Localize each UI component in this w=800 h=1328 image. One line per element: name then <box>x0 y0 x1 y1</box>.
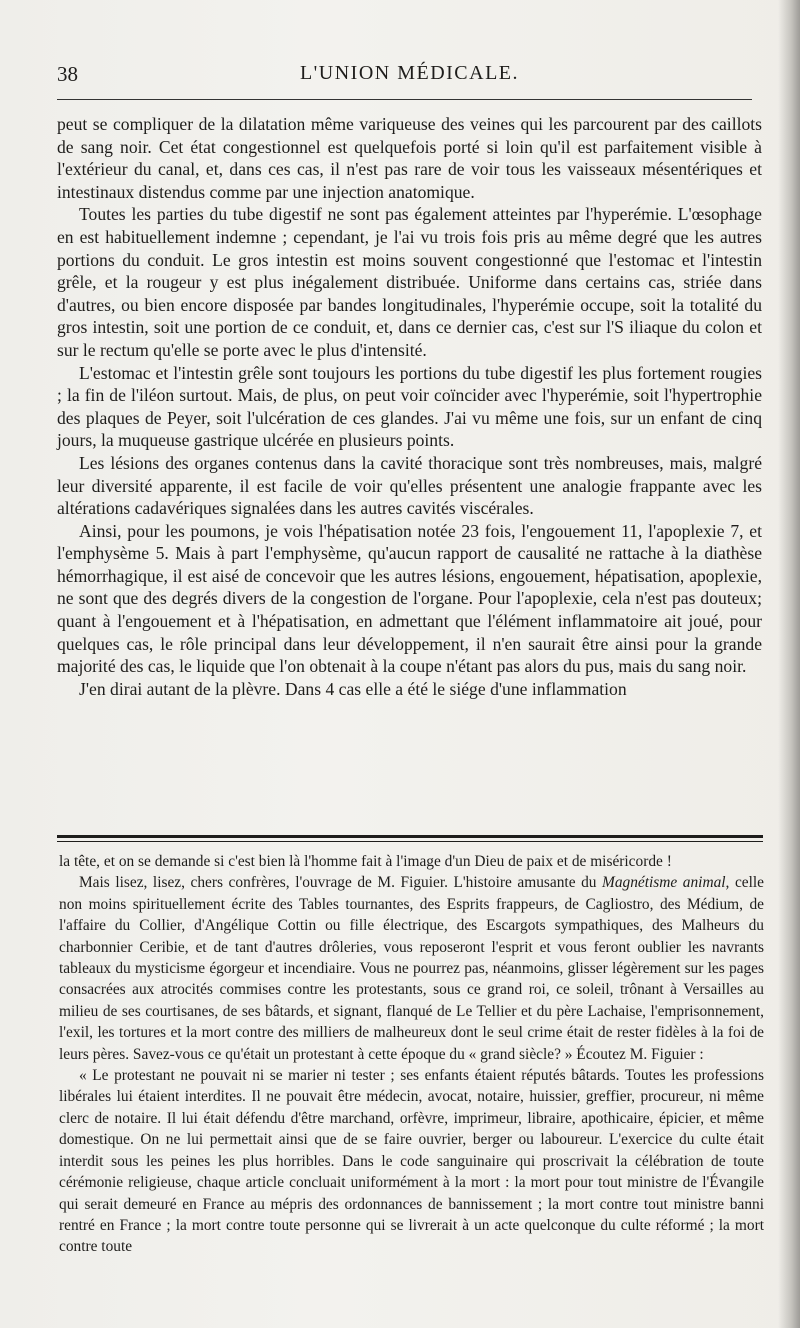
paragraph: L'estomac et l'intestin grêle sont toujours les portions du tube digestif les plus fortement rougies ; la fin de l'iléon surtout. Mais, de plus, on peut voir coïncider avec l'hyperémie, soit l'hypertrophie des plaques de Peyer, soit l'ulcération de ces glandes. J'ai vu même une fois, sur un enfant de cinq jours, la muqueuse gastrique ulcérée en plusieurs points. <box>57 362 762 451</box>
feuilleton-paragraph: la tête, et on se demande si c'est bien là l'homme fait à l'image d'un Dieu de paix et de miséricorde ! <box>59 853 672 870</box>
page-number: 38 <box>57 62 78 86</box>
paragraph: Toutes les parties du tube digestif ne sont pas également atteintes par l'hyperémie. L'œsophage en est habituellement indemne ; cependant, je l'ai vu trois fois pris au même degré que les autres portions du conduit. Le gros intestin est moins souvent congestionné que l'estomac et l'intestin grêle, et la rougeur y est plus inégalement distribuée. Uniforme dans certains cas, striée dans d'autres, ou bien encore disposée par bandes longitudinales, l'hyperémie occupe, soit la totalité du gros intestin, soit une portion de ce conduit, et, dans ce dernier cas, c'est sur l'S iliaque du colon et sur le rectum qu'elle se porte avec le plus d'intensité. <box>57 204 762 360</box>
running-title: L'UNION MÉDICALE. <box>299 62 520 84</box>
paragraph: peut se compliquer de la dilatation même variqueuse des veines qui les parcourent par des caillots de sang noir. Cet état congestionnel est quelquefois porté si loin qu'il est parfaitement visible à l'extérieur du canal, et, dans ces cas, il n'est pas rare de voir tous les vaisseaux mésentériques et intestinaux distendus comme par une injection anatomique. <box>57 114 762 202</box>
feuilleton-text: celle non moins spirituellement écrite des Tables tournantes, des Esprits frappeurs, de Cagliostro, des Médium, de l'affaire du Collier, d'Angélique Cottin ou fille électrique, des Escargots sympathiques, des Malheurs du charbonnier Ceribie, et de tant d'autres drôleries, vous reposeront l'esprit et vous feront oublier les navrants tableaux du mysticisme égorgeur et incendiaire. Vous ne pourrez pas, néanmoins, glisser légèrement sur les pages consacrées aux atrocités commises contre les protestants, sous ce grand roi, ce soleil, trônant à Versailles au milieu de ses courtisanes, de ses bâtards, et signant, flanqué de Le Tellier et du père Lachaise, l'emprisonnement, l'exil, les tortures et la mort contre des milliers de malheureux dont le seul crime était de rester fidèles à la foi de leurs pères. Savez-vous ce qu'était un protestant à cette époque du « grand siècle? » Écoutez M. Figuier : <box>59 874 764 1063</box>
feuilleton-italic-title: Magnétisme animal, <box>602 874 730 892</box>
feuilleton-section <box>59 851 764 1258</box>
page-header <box>57 62 762 92</box>
main-article <box>57 113 762 700</box>
paragraph: J'en dirai autant de la plèvre. Dans 4 cas elle a été le siége d'une inflammation <box>79 678 627 699</box>
paragraph: Ainsi, pour les poumons, je vois l'hépatisation notée 23 fois, l'engouement 11, l'apoplexie 7, et l'emphysème 5. Mais à part l'emphysème, qu'aucun rapport de causalité ne rattache à la diathèse hémorrhagique, il est aisé de concevoir que les autres lésions, engouement, hépatisation, apoplexie, ne sont que des degrés divers de la congestion de l'organe. Pour l'apoplexie, cela n'est pas douteux; quant à l'engouement et à l'hépatisation, en admettant que l'élément inflammatoire ait joué, pour quelques cas, le rôle principal dans leur développement, il n'en saurait être ainsi pour la grande majorité des cas, le liquide que l'on obtenait à la coupe n'étant pas alors du pus, mais du sang noir. <box>57 520 762 677</box>
feuilleton-paragraph <box>59 872 764 1065</box>
feuilleton-text: Mais lisez, lisez, chers confrères, l'ouvrage de M. Figuier. L'histoire amusante du <box>79 874 603 892</box>
page-edge-shadow <box>778 0 800 1328</box>
paragraph: Les lésions des organes contenus dans la cavité thoracique sont très nombreuses, mais, malgré leur diversité apparente, il est facile de voir qu'elles présentent une analogie frappante avec les altérations cadavériques signalées dans les autres cavités viscérales. <box>57 452 762 519</box>
feuilleton-separator <box>57 835 763 838</box>
feuilleton-separator-thin <box>57 841 763 842</box>
header-rule <box>57 99 752 100</box>
feuilleton-quote: « Le protestant ne pouvait ni se marier ni tester ; ses enfants étaient réputés bâtards. Toutes les professions libérales lui étaient interdites. Il ne pouvait être médecin, avocat, notaire, huissier, greffier, procureur, ni même clerc de notaire. Il lui était défendu d'être marchand, orfèvre, imprimeur, libraire, apothicaire, épicier, et même domestique. On ne lui permettait ainsi que de se faire ouvrier, berger ou laboureur. L'exercice du culte était interdit sous les peines les plus horribles. Dans le code sanguinaire qui proscrivait la célébration de toute cérémonie religieuse, chaque article concluait uniformément à la mort : la mort pour tout ministre de l'Évangile qui serait demeuré en France au mépris des ordonnances de bannissement ; la mort contre tout ministre banni rentré en France ; la mort contre toute personne qui se livrerait à un acte quelconque du culte réformé ; la mort contre toute <box>59 1067 764 1256</box>
